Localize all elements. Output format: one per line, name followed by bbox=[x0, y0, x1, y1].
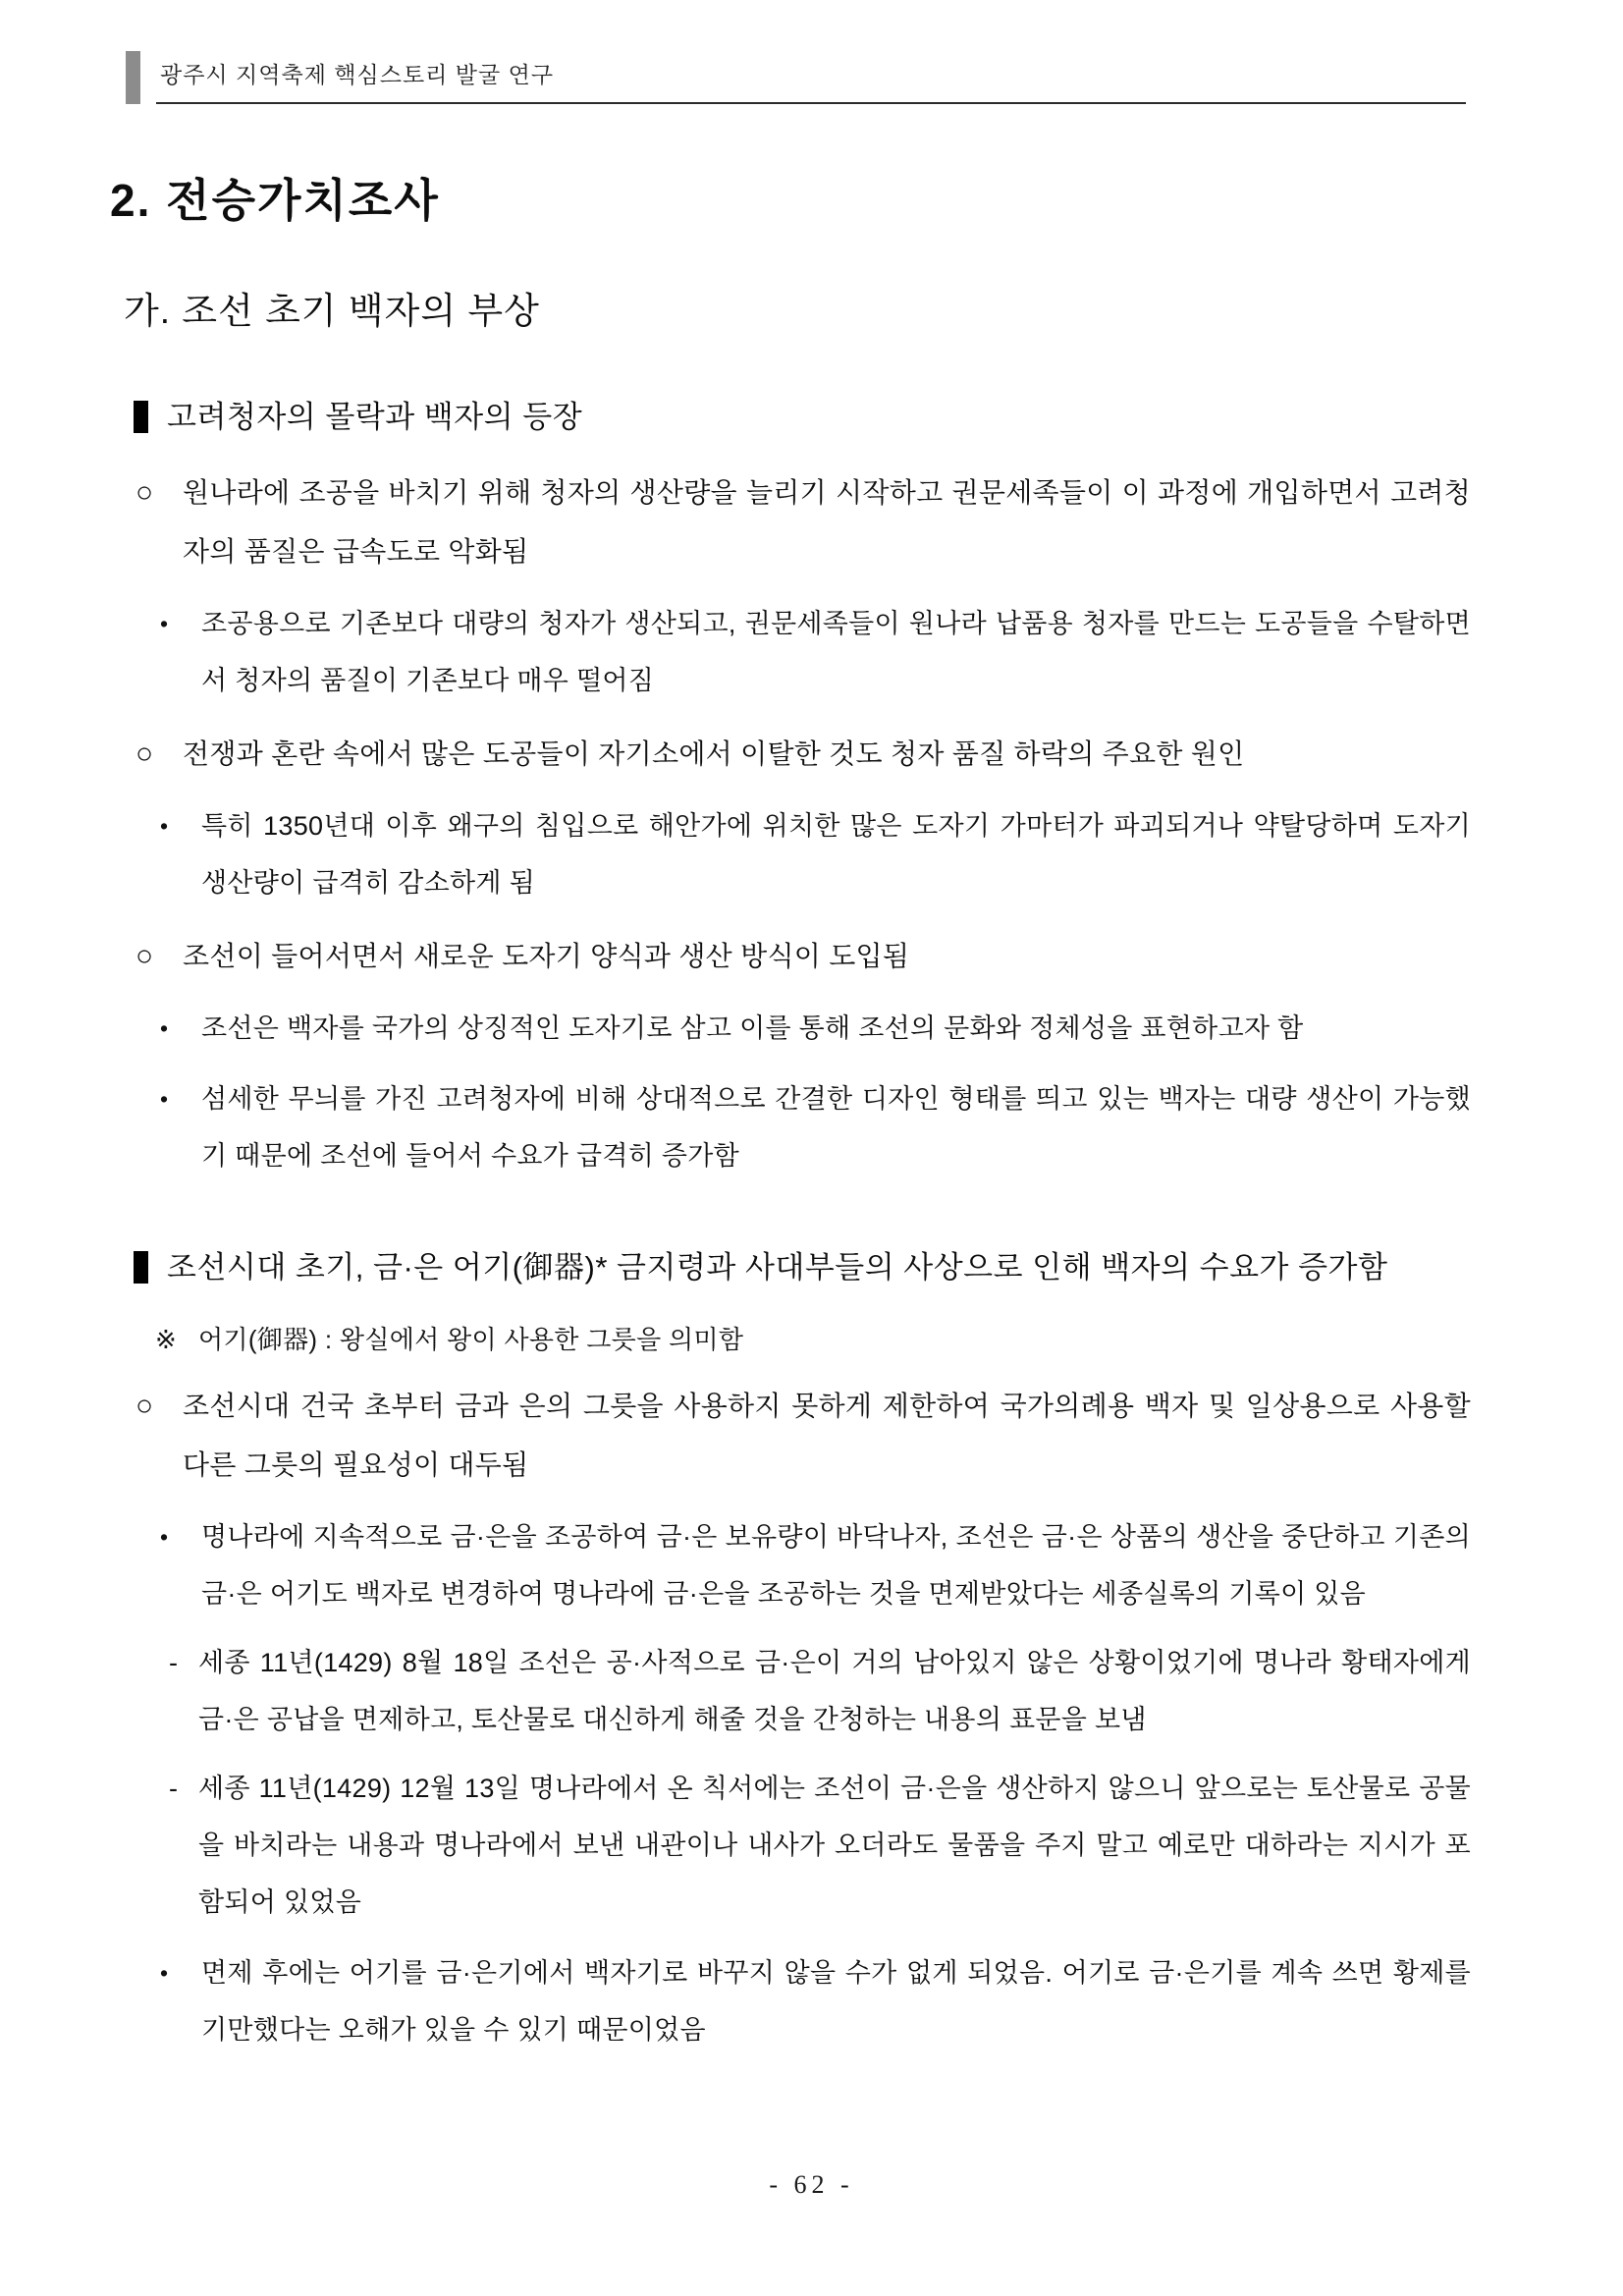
list-item bbox=[135, 927, 1471, 986]
footnote bbox=[155, 1318, 1471, 1361]
block-heading-text: 고려청자의 몰락과 백자의 등장 bbox=[167, 400, 583, 434]
dot-bullet-icon: • bbox=[160, 813, 169, 839]
circle-bullet-icon: ○ bbox=[135, 476, 154, 509]
header-title: 광주시 지역축제 핵심스토리 발굴 연구 bbox=[156, 51, 1466, 104]
dot-bullet-icon: • bbox=[160, 1524, 169, 1550]
list-item bbox=[135, 725, 1471, 784]
heading-bar-icon bbox=[134, 1251, 148, 1284]
dot-bullet-icon: • bbox=[160, 1960, 169, 1986]
list-item bbox=[160, 797, 1471, 911]
circle-bullet-icon: ○ bbox=[135, 738, 154, 770]
page-number: - 62 - bbox=[769, 2170, 854, 2199]
list-item bbox=[135, 464, 1471, 581]
running-header bbox=[126, 51, 1466, 104]
list-item bbox=[160, 1508, 1471, 1622]
dash-bullet-icon: - bbox=[169, 1648, 179, 1677]
dash-bullet-icon: - bbox=[169, 1774, 179, 1803]
list-item-text: 세종 11년(1429) 12월 13일 명나라에서 온 칙서에는 조선이 금·은을 생산하지 않으니 앞으로는 토산물로 공물을 바치라는 내용과 명나라에서 보낸 내관이나 내사가 오더라도 물품을 주지 말고 예로만 대하라는 지시가 포함되어 있었음 bbox=[198, 1774, 1471, 1917]
dot-bullet-icon: • bbox=[160, 1086, 169, 1112]
list-item bbox=[160, 1070, 1471, 1184]
block-heading bbox=[134, 1237, 1471, 1298]
heading-bar-icon bbox=[134, 401, 148, 433]
list-item-text: 섬세한 무늬를 가진 고려청자에 비해 상대적으로 간결한 디자인 형태를 띄고 있는 백자는 대량 생산이 가능했기 때문에 조선에 들어서 수요가 급격히 증가함 bbox=[201, 1084, 1471, 1171]
footnote-text: 어기(御器) : 왕실에서 왕이 사용한 그릇을 의미함 bbox=[198, 1325, 744, 1354]
list-item bbox=[169, 1634, 1471, 1748]
dot-bullet-icon: • bbox=[160, 1015, 169, 1041]
list-item-text: 조선이 들어서면서 새로운 도자기 양식과 생산 방식이 도입됨 bbox=[183, 941, 910, 971]
section-title: 가. 조선 초기 백자의 부상 bbox=[124, 291, 540, 331]
chapter-title: 2. 전승가치조사 bbox=[110, 175, 440, 226]
dot-bullet-icon: • bbox=[160, 611, 169, 636]
header-bar-icon bbox=[126, 51, 140, 104]
reference-mark-icon: ※ bbox=[155, 1325, 178, 1354]
list-item bbox=[160, 1000, 1471, 1057]
block-heading-text: 조선시대 초기, 금·은 어기(御器)* 금지령과 사대부들의 사상으로 인해 백자의 수요가 증가함 bbox=[167, 1250, 1388, 1285]
list-item-text: 세종 11년(1429) 8월 18일 조선은 공·사적으로 금·은이 거의 남아있지 않은 상황이었기에 명나라 황태자에게 금·은 공납을 면제하고, 토산물로 대신하게 해줄 것을 간청하는 내용의 표문을 보냄 bbox=[198, 1648, 1471, 1734]
circle-bullet-icon: ○ bbox=[135, 1390, 154, 1422]
circle-bullet-icon: ○ bbox=[135, 940, 154, 972]
list-item-text: 면제 후에는 어기를 금·은기에서 백자기로 바꾸지 않을 수가 없게 되었음. 어기로 금·은기를 계속 쓰면 황제를 기만했다는 오해가 있을 수 있기 때문이었음 bbox=[201, 1958, 1471, 2045]
list-item bbox=[169, 1760, 1471, 1931]
list-item-text: 명나라에 지속적으로 금·은을 조공하여 금·은 보유량이 바닥나자, 조선은 금·은 상품의 생산을 중단하고 기존의 금·은 어기도 백자로 변경하여 명나라에 금·은을 조공하는 것을 면제받았다는 세종실록의 기록이 있음 bbox=[201, 1522, 1471, 1609]
list-item-text: 조공용으로 기존보다 대량의 청자가 생산되고, 권문세족들이 원나라 납품용 청자를 만드는 도공들을 수탈하면서 청자의 품질이 기존보다 매우 떨어짐 bbox=[201, 609, 1471, 695]
list-item-text: 전쟁과 혼란 속에서 많은 도공들이 자기소에서 이탈한 것도 청자 품질 하락의 주요한 원인 bbox=[183, 738, 1245, 769]
list-item bbox=[160, 595, 1471, 709]
list-item-text: 원나라에 조공을 바치기 위해 청자의 생산량을 늘리기 시작하고 권문세족들이 이 과정에 개입하면서 고려청자의 품질은 급속도로 악화됨 bbox=[183, 477, 1471, 567]
list-item bbox=[135, 1377, 1471, 1495]
list-item-text: 특히 1350년대 이후 왜구의 침입으로 해안가에 위치한 많은 도자기 가마터가 파괴되거나 약탈당하며 도자기 생산량이 급격히 감소하게 됨 bbox=[201, 811, 1471, 898]
list-item-text: 조선시대 건국 초부터 금과 은의 그릇을 사용하지 못하게 제한하여 국가의례용 백자 및 일상용으로 사용할 다른 그릇의 필요성이 대두됨 bbox=[183, 1391, 1471, 1480]
list-item bbox=[160, 1944, 1471, 2058]
list-item-text: 조선은 백자를 국가의 상징적인 도자기로 삼고 이를 통해 조선의 문화와 정체성을 표현하고자 함 bbox=[201, 1013, 1304, 1043]
block-heading bbox=[134, 387, 1471, 448]
